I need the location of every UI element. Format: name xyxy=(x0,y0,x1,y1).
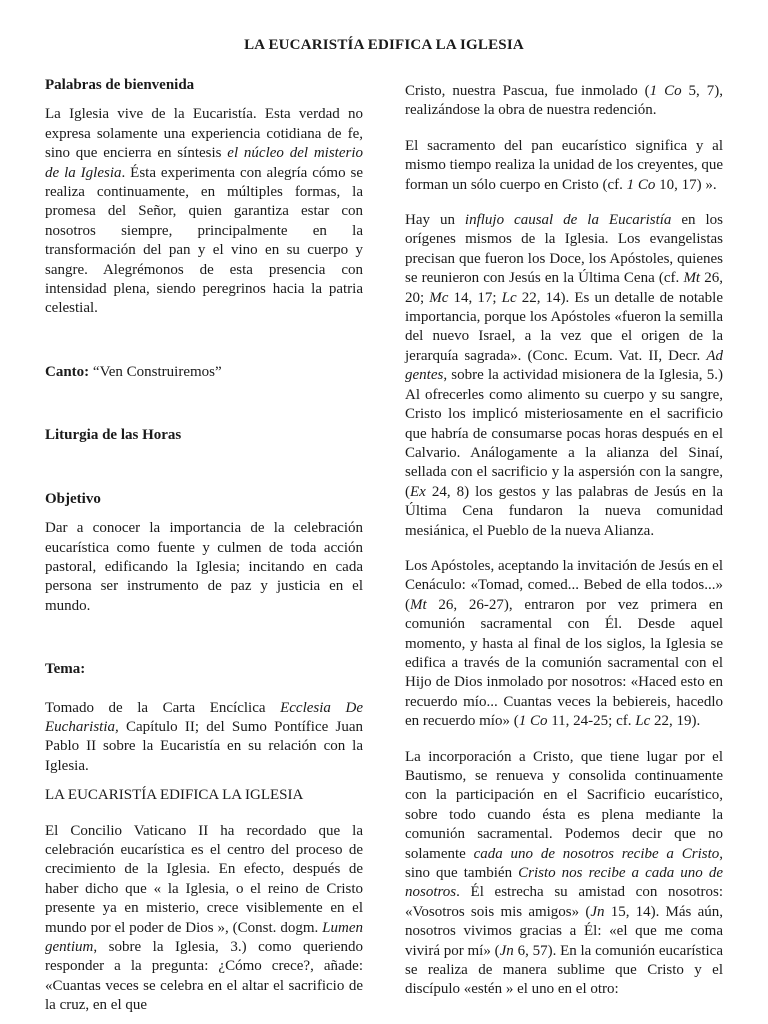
rp5-text-b: , sino que también xyxy=(405,845,723,882)
rp5-text-d: 15, 14). Más aún, nosotros vivimos gracias a Él: «el que me coma vivirá por mí» ( xyxy=(405,903,723,959)
rp4-text-c: 11, 24-25; cf. xyxy=(547,713,636,730)
rp3-em-5: Ad gentes xyxy=(405,347,723,384)
rp3-em-4: Lc xyxy=(501,289,517,306)
rp2-text-b: 10, 17) ». xyxy=(655,176,717,193)
rp3-text-d: 14, 17; xyxy=(448,289,502,306)
rp3-text-c: 26, 20; xyxy=(405,270,723,306)
rp3-text-e: 22, 14). Es un detalle de notable importancia, porque los Apóstoles «fueron la semilla del nuevo Israel, a la vez que el origen de la jerarquía sagrada». (Conc. Ecum. Vat. II, Decr. xyxy=(405,289,724,364)
welcome-text-1: La Iglesia vive de la Eucaristía. Esta verdad no expresa solamente una experiencia cotidiana de fe, sino que encierra en síntesis xyxy=(45,106,363,162)
concilio-text-2: , sobre la Iglesia, 3.) como queriendo responder a la pregunta: ¿Cómo crece?, añade: «Cuantas veces se celebra en el altar el sacrificio de la cruz, en el que xyxy=(45,939,363,1014)
rp3-em-1: influjo causal de la Eucaristía xyxy=(464,212,672,229)
welcome-heading: Palabras de bienvenida xyxy=(45,77,195,93)
right-paragraph-5 xyxy=(405,748,723,1000)
rp5-em-1: cada uno de nosotros recibe a Cristo xyxy=(473,845,720,862)
rp4-em-2: 1 Co xyxy=(518,713,548,730)
rp4-text-a: Los Apóstoles, aceptando la invitación de Jesús en el Cenáculo: «Tomad, comed... Bebed de ella todos...» ( xyxy=(405,557,723,613)
canto-value: “Ven Construiremos” xyxy=(89,363,222,380)
rp3-text-a: Hay un xyxy=(405,212,465,229)
rp3-em-2: Mt xyxy=(683,270,701,287)
concilio-paragraph xyxy=(45,822,363,1016)
rp4-text-d: 22, 19). xyxy=(650,713,701,730)
rp2-text-a: El sacramento del pan eucarístico significa y al mismo tiempo realiza la unidad de los creyentes, que forman un sólo cuerpo en Cristo (cf. xyxy=(405,137,723,193)
rp3-text-f: , sobre la actividad misionera de la Iglesia, 5.) Al ofrecerles como alimento su cuerpo y su sangre, Cristo los implicó misteriosamente en el sacrificio que habría de consumarse pocas horas después en el Calvario. Análogamente a la alianza del Sinaí, sellada con el sacrificio y la aspersión con la sangre, ( xyxy=(405,367,723,500)
right-paragraph-2 xyxy=(405,137,723,195)
liturgia-heading: Liturgia de las Horas xyxy=(45,427,182,444)
rp3-em-3: Mc xyxy=(429,289,449,306)
rp1-text-b: 5, 7), realizándose la obra de nuestra redención. xyxy=(405,83,723,119)
welcome-text-2: . Ésta experimenta con alegría cómo se realiza continuamente, en múltiples formas, la promesa del Señor, quien garantiza estar con nosotros siempre, principalmente en la transformación del pan y el vino en su cuerpo y sangre. Alegrémonos de esta presencia con intensidad plena, siendo peregrinos hacia la patria celestial. xyxy=(45,164,363,317)
rp4-em-1: Mt xyxy=(410,596,427,613)
canto-line xyxy=(45,363,363,382)
rp3-em-6: Ex xyxy=(410,483,426,500)
rp5-em-3: Jn xyxy=(590,903,605,920)
right-paragraph-4 xyxy=(405,557,723,732)
rp5-em-2: Cristo nos recibe a cada uno de nosotros xyxy=(405,865,723,901)
rp3-text-g: 24, 8) los gestos y las palabras de Jesús en la Última Cena fundaron la nueva comunidad mesiánica, el Pueblo de la nueva Alianza. xyxy=(405,483,723,539)
welcome-emphasis: el núcleo del misterio de la Iglesia xyxy=(45,145,363,181)
rp1-text-a: Cristo, nuestra Pascua, fue inmolado ( xyxy=(405,83,650,99)
rp5-text-a: La incorporación a Cristo, que tiene lugar por el Bautismo, se renueva y consolida continuamente con la participación en el Sacrificio eucarístico, sobre todo cuando ésta es plena mediante la comunión sacramental. Podemos decir que no solamente xyxy=(405,748,723,862)
rp5-em-4: Jn xyxy=(499,942,514,959)
concilio-emphasis: Lumen gentium xyxy=(45,919,363,955)
objetivo-paragraph: Dar a conocer la importancia de la celebración eucarística como fuente y culmen de toda acción pastoral, edificando la Iglesia; incitando en cada persona ser instrumento de paz y justicia en el mundo. xyxy=(45,520,363,614)
tema-emphasis: Ecclesia De Eucharistia, xyxy=(45,699,363,735)
tema-paragraph xyxy=(45,699,363,777)
left-column xyxy=(45,76,363,1016)
right-paragraph-1 xyxy=(405,82,723,121)
rp5-text-e: 6, 57). En la comunión eucarística se realiza de manera sublime que Cristo y el discípulo «estén » el uno en el otro: xyxy=(405,942,723,998)
concilio-text-1: El Concilio Vaticano II ha recordado que la celebración eucarística es el centro del proceso de crecimiento de la Iglesia. En efecto, después de haber dicho que « la Iglesia, o el reino de Cristo presente ya en misterio, crece visiblemente en el mundo por el poder de Dios », (Const. dogm. xyxy=(45,822,363,936)
rp3-text-b: en los orígenes mismos de la Iglesia. Los evangelistas precisan que fueron los Doce, los Apóstoles, quienes se reunieron con Jesús en la Última Cena (cf. xyxy=(405,212,724,287)
tema-text-1: Tomado de la Carta Encíclica xyxy=(45,699,281,716)
welcome-paragraph xyxy=(45,105,363,318)
rp1-em: 1 Co xyxy=(649,83,682,99)
right-column xyxy=(405,82,723,1000)
objetivo-heading: Objetivo xyxy=(45,490,101,507)
rp5-text-c: . Él estrecha su amistad con nosotros: «Vosotros sois mis amigos» ( xyxy=(405,884,723,920)
tema-text-2: Capítulo II; del Sumo Pontífice Juan Pablo II sobre la Eucaristía en su relación con la Iglesia. xyxy=(45,718,363,774)
canto-label: Canto: xyxy=(45,363,90,380)
rp4-em-3: Lc xyxy=(635,713,651,730)
document-title: LA EUCARISTÍA EDIFICA LA IGLESIA xyxy=(244,37,524,53)
tema-heading: Tema: xyxy=(45,661,86,678)
section-subtitle: LA EUCARISTÍA EDIFICA LA IGLESIA xyxy=(45,787,304,804)
right-paragraph-3 xyxy=(405,211,723,541)
rp2-em: 1 Co xyxy=(626,176,656,193)
rp4-text-b: 26, 26-27), entraron por vez primera en comunión sacramental con Él. Desde aquel momento, y hasta al final de los siglos, la Iglesia se edifica a través de la comunión sacramental con el Hijo de Dios inmolado por nosotros: «Haced esto en recuerdo mío... Cuantas veces la bebiereis, hacedlo en recuerdo mío» ( xyxy=(405,596,723,730)
